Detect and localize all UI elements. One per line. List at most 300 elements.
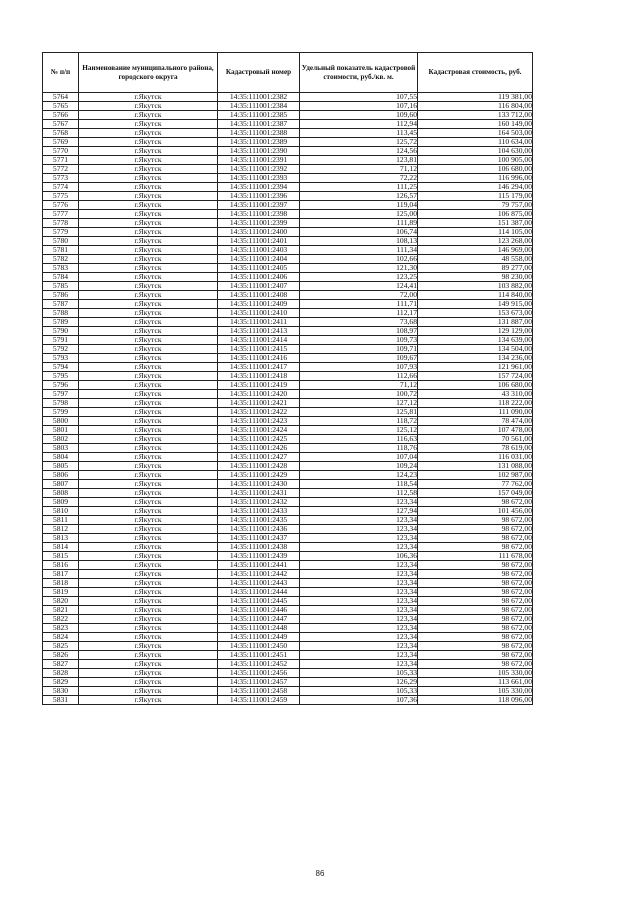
row-number-cell: 5827 xyxy=(43,660,79,669)
table-row xyxy=(43,606,533,615)
cadastral-number-cell: 14:35:111001:2452 xyxy=(218,660,300,669)
cadastral-cost-cell: 78 474,00 xyxy=(418,417,533,426)
header-row-number: № п/п xyxy=(43,53,79,93)
cadastral-number-cell: 14:35:111001:2414 xyxy=(218,336,300,345)
specific-value-cell: 111,71 xyxy=(300,300,418,309)
row-number-cell: 5769 xyxy=(43,138,79,147)
district-cell: г.Якутск xyxy=(79,147,218,156)
table-row xyxy=(43,183,533,192)
specific-value-cell: 126,29 xyxy=(300,678,418,687)
cadastral-number-cell: 14:35:111001:2448 xyxy=(218,624,300,633)
row-number-cell: 5830 xyxy=(43,687,79,696)
row-number-cell: 5825 xyxy=(43,642,79,651)
cadastral-cost-cell: 98 672,00 xyxy=(418,651,533,660)
table-row xyxy=(43,543,533,552)
district-cell: г.Якутск xyxy=(79,579,218,588)
row-number-cell: 5801 xyxy=(43,426,79,435)
specific-value-cell: 112,58 xyxy=(300,489,418,498)
table-row xyxy=(43,651,533,660)
district-cell: г.Якутск xyxy=(79,525,218,534)
cadastral-number-cell: 14:35:111001:2387 xyxy=(218,120,300,129)
row-number-cell: 5790 xyxy=(43,327,79,336)
cadastral-number-cell: 14:35:111001:2443 xyxy=(218,579,300,588)
district-cell: г.Якутск xyxy=(79,687,218,696)
district-cell: г.Якутск xyxy=(79,678,218,687)
cadastral-cost-cell: 101 456,00 xyxy=(418,507,533,516)
cadastral-cost-cell: 98 672,00 xyxy=(418,534,533,543)
table-row xyxy=(43,417,533,426)
district-cell: г.Якутск xyxy=(79,219,218,228)
table-row xyxy=(43,489,533,498)
district-cell: г.Якутск xyxy=(79,480,218,489)
table-row xyxy=(43,579,533,588)
cadastral-number-cell: 14:35:111001:2389 xyxy=(218,138,300,147)
cadastral-number-cell: 14:35:111001:2438 xyxy=(218,543,300,552)
row-number-cell: 5822 xyxy=(43,615,79,624)
district-cell: г.Якутск xyxy=(79,138,218,147)
specific-value-cell: 124,23 xyxy=(300,471,418,480)
district-cell: г.Якутск xyxy=(79,534,218,543)
row-number-cell: 5812 xyxy=(43,525,79,534)
cadastral-cost-cell: 164 503,00 xyxy=(418,129,533,138)
cadastral-cost-cell: 131 887,00 xyxy=(418,318,533,327)
specific-value-cell: 105,33 xyxy=(300,687,418,696)
row-number-cell: 5810 xyxy=(43,507,79,516)
cadastral-number-cell: 14:35:111001:2451 xyxy=(218,651,300,660)
cadastral-number-cell: 14:35:111001:2449 xyxy=(218,633,300,642)
cadastral-number-cell: 14:35:111001:2427 xyxy=(218,453,300,462)
row-number-cell: 5789 xyxy=(43,318,79,327)
specific-value-cell: 123,34 xyxy=(300,561,418,570)
district-cell: г.Якутск xyxy=(79,336,218,345)
cadastral-number-cell: 14:35:111001:2456 xyxy=(218,669,300,678)
district-cell: г.Якутск xyxy=(79,237,218,246)
district-cell: г.Якутск xyxy=(79,498,218,507)
cadastral-cost-cell: 146 969,00 xyxy=(418,246,533,255)
row-number-cell: 5828 xyxy=(43,669,79,678)
table-row xyxy=(43,426,533,435)
table-row xyxy=(43,642,533,651)
specific-value-cell: 106,36 xyxy=(300,552,418,561)
table-row xyxy=(43,444,533,453)
district-cell: г.Якутск xyxy=(79,327,218,336)
table-row xyxy=(43,669,533,678)
table-row xyxy=(43,516,533,525)
table-row xyxy=(43,336,533,345)
table-row xyxy=(43,264,533,273)
row-number-cell: 5772 xyxy=(43,165,79,174)
row-number-cell: 5831 xyxy=(43,696,79,705)
district-cell: г.Якутск xyxy=(79,300,218,309)
specific-value-cell: 123,34 xyxy=(300,516,418,525)
table-row xyxy=(43,498,533,507)
specific-value-cell: 124,41 xyxy=(300,282,418,291)
row-number-cell: 5804 xyxy=(43,453,79,462)
cadastral-number-cell: 14:35:111001:2403 xyxy=(218,246,300,255)
district-cell: г.Якутск xyxy=(79,633,218,642)
district-cell: г.Якутск xyxy=(79,210,218,219)
district-cell: г.Якутск xyxy=(79,426,218,435)
district-cell: г.Якутск xyxy=(79,471,218,480)
cadastral-number-cell: 14:35:111001:2407 xyxy=(218,282,300,291)
specific-value-cell: 106,74 xyxy=(300,228,418,237)
cadastral-cost-cell: 134 504,00 xyxy=(418,345,533,354)
row-number-cell: 5788 xyxy=(43,309,79,318)
district-cell: г.Якутск xyxy=(79,291,218,300)
cadastral-cost-cell: 79 757,00 xyxy=(418,201,533,210)
cadastral-cost-cell: 98 672,00 xyxy=(418,561,533,570)
specific-value-cell: 111,89 xyxy=(300,219,418,228)
district-cell: г.Якутск xyxy=(79,255,218,264)
cadastral-cost-cell: 111 090,00 xyxy=(418,408,533,417)
cadastral-cost-cell: 48 558,00 xyxy=(418,255,533,264)
district-cell: г.Якутск xyxy=(79,309,218,318)
table-row xyxy=(43,93,533,102)
table-row xyxy=(43,624,533,633)
row-number-cell: 5815 xyxy=(43,552,79,561)
cadastral-number-cell: 14:35:111001:2404 xyxy=(218,255,300,264)
cadastral-cost-cell: 98 672,00 xyxy=(418,525,533,534)
cadastral-number-cell: 14:35:111001:2442 xyxy=(218,570,300,579)
specific-value-cell: 109,60 xyxy=(300,111,418,120)
row-number-cell: 5799 xyxy=(43,408,79,417)
table-body xyxy=(43,93,533,705)
table-row xyxy=(43,228,533,237)
table-header xyxy=(43,53,533,93)
district-cell: г.Якутск xyxy=(79,165,218,174)
district-cell: г.Якутск xyxy=(79,273,218,282)
cadastral-cost-cell: 106 680,00 xyxy=(418,381,533,390)
table-row xyxy=(43,525,533,534)
cadastral-cost-cell: 106 680,00 xyxy=(418,165,533,174)
cadastral-number-cell: 14:35:111001:2417 xyxy=(218,363,300,372)
table-row xyxy=(43,147,533,156)
table-row xyxy=(43,462,533,471)
specific-value-cell: 107,36 xyxy=(300,696,418,705)
cadastral-cost-cell: 119 381,00 xyxy=(418,93,533,102)
district-cell: г.Якутск xyxy=(79,696,218,705)
district-cell: г.Якутск xyxy=(79,102,218,111)
district-cell: г.Якутск xyxy=(79,345,218,354)
specific-value-cell: 105,33 xyxy=(300,669,418,678)
table-row xyxy=(43,435,533,444)
row-number-cell: 5821 xyxy=(43,606,79,615)
row-number-cell: 5783 xyxy=(43,264,79,273)
district-cell: г.Якутск xyxy=(79,660,218,669)
header-specific-value: Удельный показатель кадастровой стоимости, руб./кв. м. xyxy=(300,53,418,93)
table-row xyxy=(43,318,533,327)
specific-value-cell: 125,00 xyxy=(300,210,418,219)
table-row xyxy=(43,552,533,561)
table-row xyxy=(43,282,533,291)
cadastral-number-cell: 14:35:111001:2435 xyxy=(218,516,300,525)
row-number-cell: 5805 xyxy=(43,462,79,471)
district-cell: г.Якутск xyxy=(79,318,218,327)
cadastral-cost-cell: 98 672,00 xyxy=(418,579,533,588)
cadastral-number-cell: 14:35:111001:2447 xyxy=(218,615,300,624)
district-cell: г.Якутск xyxy=(79,228,218,237)
district-cell: г.Якутск xyxy=(79,408,218,417)
cadastral-cost-cell: 107 478,00 xyxy=(418,426,533,435)
cadastral-cost-cell: 160 149,00 xyxy=(418,120,533,129)
specific-value-cell: 72,22 xyxy=(300,174,418,183)
specific-value-cell: 123,34 xyxy=(300,642,418,651)
cadastral-number-cell: 14:35:111001:2459 xyxy=(218,696,300,705)
row-number-cell: 5798 xyxy=(43,399,79,408)
table-row xyxy=(43,390,533,399)
table-row xyxy=(43,246,533,255)
cadastral-cost-cell: 133 712,00 xyxy=(418,111,533,120)
table-row xyxy=(43,237,533,246)
specific-value-cell: 123,34 xyxy=(300,624,418,633)
cadastral-cost-cell: 121 961,00 xyxy=(418,363,533,372)
table-row xyxy=(43,678,533,687)
table-row xyxy=(43,327,533,336)
cadastral-number-cell: 14:35:111001:2431 xyxy=(218,489,300,498)
cadastral-cost-cell: 98 672,00 xyxy=(418,660,533,669)
table-row xyxy=(43,210,533,219)
row-number-cell: 5824 xyxy=(43,633,79,642)
row-number-cell: 5766 xyxy=(43,111,79,120)
table-row xyxy=(43,354,533,363)
table-row xyxy=(43,309,533,318)
row-number-cell: 5777 xyxy=(43,210,79,219)
cadastral-number-cell: 14:35:111001:2382 xyxy=(218,93,300,102)
cadastral-number-cell: 14:35:111001:2437 xyxy=(218,534,300,543)
table-row xyxy=(43,399,533,408)
row-number-cell: 5774 xyxy=(43,183,79,192)
specific-value-cell: 108,13 xyxy=(300,237,418,246)
specific-value-cell: 123,34 xyxy=(300,615,418,624)
row-number-cell: 5816 xyxy=(43,561,79,570)
row-number-cell: 5809 xyxy=(43,498,79,507)
cadastral-cost-cell: 102 987,00 xyxy=(418,471,533,480)
specific-value-cell: 111,25 xyxy=(300,183,418,192)
cadastral-number-cell: 14:35:111001:2398 xyxy=(218,210,300,219)
cadastral-cost-cell: 113 661,00 xyxy=(418,678,533,687)
table-row xyxy=(43,273,533,282)
row-number-cell: 5817 xyxy=(43,570,79,579)
district-cell: г.Якутск xyxy=(79,588,218,597)
specific-value-cell: 123,34 xyxy=(300,633,418,642)
cadastral-number-cell: 14:35:111001:2433 xyxy=(218,507,300,516)
table-row xyxy=(43,363,533,372)
row-number-cell: 5779 xyxy=(43,228,79,237)
row-number-cell: 5771 xyxy=(43,156,79,165)
cadastral-cost-cell: 129 129,00 xyxy=(418,327,533,336)
table-row xyxy=(43,480,533,489)
table-row xyxy=(43,534,533,543)
cadastral-number-cell: 14:35:111001:2409 xyxy=(218,300,300,309)
row-number-cell: 5792 xyxy=(43,345,79,354)
specific-value-cell: 123,34 xyxy=(300,651,418,660)
table-row xyxy=(43,174,533,183)
specific-value-cell: 123,34 xyxy=(300,597,418,606)
row-number-cell: 5786 xyxy=(43,291,79,300)
specific-value-cell: 112,17 xyxy=(300,309,418,318)
cadastral-number-cell: 14:35:111001:2394 xyxy=(218,183,300,192)
district-cell: г.Якутск xyxy=(79,129,218,138)
table-row xyxy=(43,129,533,138)
table-row xyxy=(43,453,533,462)
cadastral-cost-cell: 106 875,00 xyxy=(418,210,533,219)
cadastral-cost-cell: 146 294,00 xyxy=(418,183,533,192)
cadastral-number-cell: 14:35:111001:2410 xyxy=(218,309,300,318)
specific-value-cell: 73,68 xyxy=(300,318,418,327)
specific-value-cell: 113,45 xyxy=(300,129,418,138)
table-row xyxy=(43,633,533,642)
district-cell: г.Якутск xyxy=(79,462,218,471)
row-number-cell: 5813 xyxy=(43,534,79,543)
table-row xyxy=(43,408,533,417)
cadastral-number-cell: 14:35:111001:2424 xyxy=(218,426,300,435)
cadastral-cost-cell: 123 268,00 xyxy=(418,237,533,246)
district-cell: г.Якутск xyxy=(79,435,218,444)
cadastral-cost-cell: 157 049,00 xyxy=(418,489,533,498)
district-cell: г.Якутск xyxy=(79,192,218,201)
row-number-cell: 5773 xyxy=(43,174,79,183)
cadastral-cost-cell: 114 105,00 xyxy=(418,228,533,237)
district-cell: г.Якутск xyxy=(79,489,218,498)
cadastral-cost-cell: 110 634,00 xyxy=(418,138,533,147)
row-number-cell: 5823 xyxy=(43,624,79,633)
specific-value-cell: 109,67 xyxy=(300,354,418,363)
cadastral-number-cell: 14:35:111001:2397 xyxy=(218,201,300,210)
specific-value-cell: 125,81 xyxy=(300,408,418,417)
table-row xyxy=(43,372,533,381)
cadastral-number-cell: 14:35:111001:2416 xyxy=(218,354,300,363)
cadastral-number-cell: 14:35:111001:2405 xyxy=(218,264,300,273)
cadastral-number-cell: 14:35:111001:2388 xyxy=(218,129,300,138)
row-number-cell: 5793 xyxy=(43,354,79,363)
specific-value-cell: 127,94 xyxy=(300,507,418,516)
specific-value-cell: 109,73 xyxy=(300,336,418,345)
row-number-cell: 5778 xyxy=(43,219,79,228)
row-number-cell: 5814 xyxy=(43,543,79,552)
table-row xyxy=(43,588,533,597)
cadastral-number-cell: 14:35:111001:2428 xyxy=(218,462,300,471)
cadastral-number-cell: 14:35:111001:2401 xyxy=(218,237,300,246)
row-number-cell: 5785 xyxy=(43,282,79,291)
table-row xyxy=(43,561,533,570)
row-number-cell: 5780 xyxy=(43,237,79,246)
cadastral-cost-cell: 98 672,00 xyxy=(418,543,533,552)
district-cell: г.Якутск xyxy=(79,651,218,660)
cadastral-cost-cell: 134 639,00 xyxy=(418,336,533,345)
district-cell: г.Якутск xyxy=(79,453,218,462)
cadastral-number-cell: 14:35:111001:2425 xyxy=(218,435,300,444)
district-cell: г.Якутск xyxy=(79,282,218,291)
table-row xyxy=(43,660,533,669)
cadastral-number-cell: 14:35:111001:2430 xyxy=(218,480,300,489)
specific-value-cell: 100,72 xyxy=(300,390,418,399)
cadastral-cost-cell: 115 179,00 xyxy=(418,192,533,201)
specific-value-cell: 118,72 xyxy=(300,417,418,426)
row-number-cell: 5784 xyxy=(43,273,79,282)
cadastral-cost-cell: 78 619,00 xyxy=(418,444,533,453)
table-row xyxy=(43,300,533,309)
row-number-cell: 5802 xyxy=(43,435,79,444)
cadastral-number-cell: 14:35:111001:2390 xyxy=(218,147,300,156)
cadastral-number-cell: 14:35:111001:2439 xyxy=(218,552,300,561)
table-row xyxy=(43,165,533,174)
specific-value-cell: 112,66 xyxy=(300,372,418,381)
district-cell: г.Якутск xyxy=(79,246,218,255)
district-cell: г.Якутск xyxy=(79,642,218,651)
cadastral-number-cell: 14:35:111001:2423 xyxy=(218,417,300,426)
table-row xyxy=(43,138,533,147)
row-number-cell: 5795 xyxy=(43,372,79,381)
district-cell: г.Якутск xyxy=(79,120,218,129)
cadastral-cost-cell: 98 672,00 xyxy=(418,588,533,597)
page-number: 86 xyxy=(315,869,325,878)
cadastral-cost-cell: 118 096,00 xyxy=(418,696,533,705)
cadastral-cost-cell: 116 996,00 xyxy=(418,174,533,183)
row-number-cell: 5819 xyxy=(43,588,79,597)
row-number-cell: 5800 xyxy=(43,417,79,426)
district-cell: г.Якутск xyxy=(79,669,218,678)
row-number-cell: 5764 xyxy=(43,93,79,102)
cadastral-cost-cell: 70 561,00 xyxy=(418,435,533,444)
specific-value-cell: 102,66 xyxy=(300,255,418,264)
specific-value-cell: 123,34 xyxy=(300,543,418,552)
specific-value-cell: 123,25 xyxy=(300,273,418,282)
cadastral-cost-cell: 118 222,00 xyxy=(418,399,533,408)
cadastral-cost-cell: 111 678,00 xyxy=(418,552,533,561)
specific-value-cell: 123,34 xyxy=(300,579,418,588)
cadastral-cost-cell: 105 330,00 xyxy=(418,687,533,696)
cadastral-cost-cell: 151 387,00 xyxy=(418,219,533,228)
cadastral-cost-cell: 100 905,00 xyxy=(418,156,533,165)
specific-value-cell: 109,24 xyxy=(300,462,418,471)
cadastral-cost-cell: 98 230,00 xyxy=(418,273,533,282)
specific-value-cell: 123,34 xyxy=(300,606,418,615)
specific-value-cell: 123,34 xyxy=(300,660,418,669)
row-number-cell: 5781 xyxy=(43,246,79,255)
table-row xyxy=(43,192,533,201)
cadastral-cost-cell: 134 236,00 xyxy=(418,354,533,363)
row-number-cell: 5797 xyxy=(43,390,79,399)
table-row xyxy=(43,219,533,228)
row-number-cell: 5803 xyxy=(43,444,79,453)
cadastral-cost-cell: 98 672,00 xyxy=(418,570,533,579)
specific-value-cell: 118,54 xyxy=(300,480,418,489)
district-cell: г.Якутск xyxy=(79,156,218,165)
cadastral-number-cell: 14:35:111001:2418 xyxy=(218,372,300,381)
cadastral-cost-cell: 103 882,00 xyxy=(418,282,533,291)
row-number-cell: 5818 xyxy=(43,579,79,588)
cadastral-value-table xyxy=(42,52,533,705)
cadastral-number-cell: 14:35:111001:2393 xyxy=(218,174,300,183)
header-cadastral-number: Кадастровый номер xyxy=(218,53,300,93)
row-number-cell: 5782 xyxy=(43,255,79,264)
cadastral-number-cell: 14:35:111001:2415 xyxy=(218,345,300,354)
cadastral-cost-cell: 157 724,00 xyxy=(418,372,533,381)
cadastral-cost-cell: 131 088,00 xyxy=(418,462,533,471)
district-cell: г.Якутск xyxy=(79,399,218,408)
row-number-cell: 5806 xyxy=(43,471,79,480)
district-cell: г.Якутск xyxy=(79,183,218,192)
table-row xyxy=(43,696,533,705)
district-cell: г.Якутск xyxy=(79,597,218,606)
row-number-cell: 5767 xyxy=(43,120,79,129)
cadastral-number-cell: 14:35:111001:2408 xyxy=(218,291,300,300)
cadastral-number-cell: 14:35:111001:2422 xyxy=(218,408,300,417)
cadastral-number-cell: 14:35:111001:2406 xyxy=(218,273,300,282)
specific-value-cell: 107,93 xyxy=(300,363,418,372)
district-cell: г.Якутск xyxy=(79,624,218,633)
district-cell: г.Якутск xyxy=(79,516,218,525)
